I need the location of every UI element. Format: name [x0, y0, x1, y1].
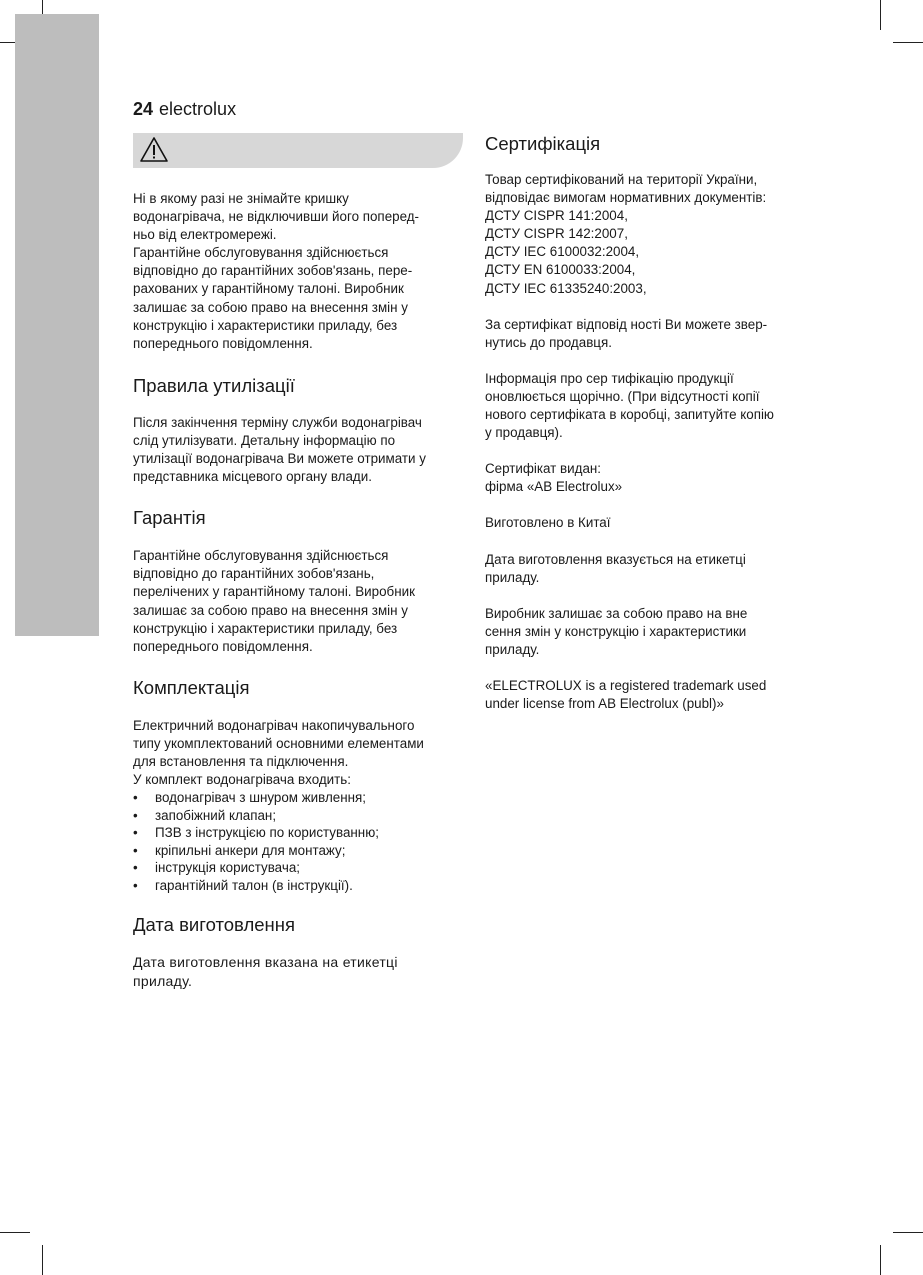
section-title-warranty: Гарантія	[133, 507, 206, 529]
text-line: Виробник залишає за собою право на вне	[485, 605, 748, 621]
crop-mark	[880, 0, 881, 30]
text-line: слід утилізувати. Детальну інформацію по	[133, 432, 396, 448]
right-column	[485, 133, 815, 713]
text-line: представника місцевого органу влади.	[133, 469, 372, 485]
text-line: Гарантійне обслуговування здійснюється	[133, 548, 389, 564]
text-line: відповідає вимогам нормативних документів:	[485, 190, 767, 206]
certificate-issuer	[485, 460, 815, 496]
text-line: Сертифікат видан:	[485, 461, 602, 477]
text-line: Гарантійне обслуговування здійснюється	[133, 245, 389, 261]
crop-mark	[42, 1245, 43, 1275]
crop-mark	[893, 1232, 923, 1233]
text-line: типу укомплектований основними елементами	[133, 735, 424, 751]
text-line: ДСТУ EN 6100033:2004,	[485, 262, 636, 278]
section-title-disposal: Правила утилізації	[133, 374, 295, 396]
text-line: Інформація про сер тифікацію продукції	[485, 370, 734, 386]
text-line: водонагрівача, не відключивши його поперед-	[133, 209, 420, 225]
text-line: приладу.	[485, 641, 540, 657]
text-line: Товар сертифікований на території України,	[485, 172, 758, 187]
list-item: • водонагрівач з шнуром живлення;	[133, 789, 463, 807]
text-line: ДСТУ IEC 6100032:2004,	[485, 244, 640, 260]
text-line: нутись до продавця.	[485, 334, 612, 350]
crop-mark	[0, 1232, 30, 1233]
text-line: Ні в якому разі не знімайте кришку	[133, 191, 349, 206]
text-line: ДСТУ CISPR 141:2004,	[485, 208, 628, 224]
text-line: under license from AB Electrolux (publ)»	[485, 696, 724, 712]
text-line: Дата виготовлення вказується на етикетці	[485, 551, 746, 567]
package-text	[133, 717, 463, 894]
text-line: ньо від електромережі.	[133, 227, 277, 243]
text-line: приладу.	[485, 569, 540, 585]
country-of-origin	[485, 514, 815, 532]
section-title-certification: Сертифікація	[485, 133, 601, 154]
section-title-manufacture-date: Дата виготовлення	[133, 914, 295, 936]
list-item: • кріпильні анкери для монтажу;	[133, 842, 463, 860]
warning-icon	[139, 136, 169, 163]
text-line: рахованих у гарантійному талоні. Виробник	[133, 281, 404, 297]
text-line: конструкцію і характеристики приладу, без	[133, 620, 398, 636]
page-header	[133, 99, 236, 120]
section-title-package: Комплектація	[133, 676, 250, 698]
list-item: • гарантійний талон (в інструкції).	[133, 877, 463, 895]
certification-update-info	[485, 370, 815, 442]
text-line: утилізації водонагрівача Ви можете отримати у	[133, 451, 426, 467]
text-line: ДСТУ CISPR 142:2007,	[485, 226, 628, 242]
text-line: відповідно до гарантійних зобов'язань,	[133, 566, 375, 582]
text-line: відповідно до гарантійних зобов'язань, пере-	[133, 263, 413, 279]
text-line: для встановлення та підключення.	[133, 753, 349, 769]
warning-banner	[133, 133, 463, 168]
text-line: ДСТУ IEC 61335240:2003,	[485, 280, 647, 296]
disposal-text	[133, 414, 463, 486]
certification-standards	[485, 171, 815, 298]
text-line: перелічених у гарантійному талоні. Виробник	[133, 584, 415, 600]
side-tab-bar	[15, 14, 99, 636]
trademark-notice	[485, 677, 815, 713]
text-line: приладу.	[133, 973, 193, 990]
text-line: Виготовлено в Китаї	[485, 515, 611, 531]
text-line: оновлюється щорічно. (При відсутності копії	[485, 388, 760, 404]
text-line: конструкцію і характеристики приладу, без	[133, 317, 398, 333]
text-line: сення змін у конструкцію і характеристики	[485, 623, 747, 639]
crop-mark	[893, 42, 923, 43]
manufacture-date-text	[133, 953, 463, 991]
text-line: Дата виготовлення вказана на етикетці	[133, 954, 398, 971]
list-item: • запобіжний клапан;	[133, 807, 463, 825]
text-line: залишає за собою право на внесення змін у	[133, 299, 408, 315]
text-line: У комплект водонагрівача входить:	[133, 772, 351, 788]
list-item: • ПЗВ з інструкцією по користуванню;	[133, 824, 463, 842]
text-line: попереднього повідомлення.	[133, 335, 313, 351]
text-line: попереднього повідомлення.	[133, 638, 313, 654]
list-item: • інструкція користувача;	[133, 859, 463, 877]
warranty-text	[133, 547, 463, 656]
warning-text	[133, 190, 463, 353]
text-line: За сертифікат відповід ності Ви можете звер-	[485, 316, 768, 332]
changes-disclaimer	[485, 605, 815, 659]
page-number: 24	[133, 99, 154, 119]
crop-mark	[880, 1245, 881, 1275]
left-column	[133, 133, 463, 991]
text-line: фірма «AB Electrolux»	[485, 479, 623, 495]
certification-contact	[485, 316, 815, 352]
text-line: «ELECTROLUX is a registered trademark used	[485, 677, 767, 693]
text-line: Електричний водонагрівач накопичувального	[133, 717, 415, 733]
text-line: залишає за собою право на внесення змін у	[133, 602, 408, 618]
text-line: нового сертифіката в коробці, запитуйте копію	[485, 407, 774, 423]
package-list	[133, 789, 463, 894]
manufacture-date-note	[485, 551, 815, 587]
text-line: Після закінчення терміну служби водонагрівач	[133, 414, 422, 430]
text-line: у продавця).	[485, 425, 563, 441]
brand-name: electrolux	[159, 99, 237, 119]
